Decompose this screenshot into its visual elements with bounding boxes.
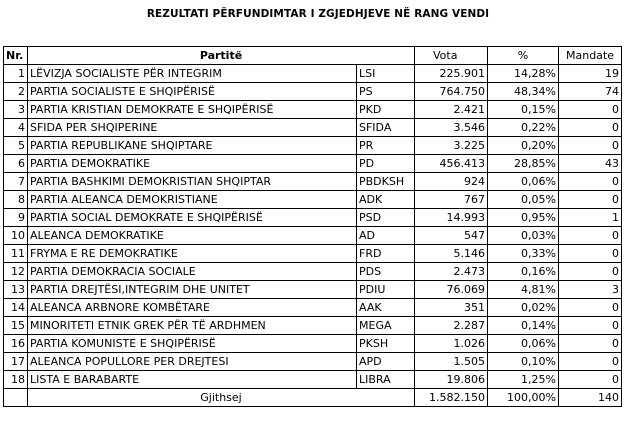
cell-party: PARTIA ALEANCA DEMOKRISTIANE xyxy=(28,191,357,209)
header-nr: Nr. xyxy=(4,47,28,65)
cell-abbr: PR xyxy=(357,137,415,155)
table-row xyxy=(4,119,622,137)
cell-nr: 15 xyxy=(4,317,28,335)
cell-votes: 1.026 xyxy=(415,335,488,353)
cell-mandates: 1 xyxy=(559,209,622,227)
cell-party: FRYMA E RE DEMOKRATIKE xyxy=(28,245,357,263)
cell-votes: 2.421 xyxy=(415,101,488,119)
cell-votes: 456.413 xyxy=(415,155,488,173)
cell-party: PARTIA SOCIAL DEMOKRATE E SHQIPËRISË xyxy=(28,209,357,227)
table-row xyxy=(4,281,622,299)
cell-mandates: 0 xyxy=(559,263,622,281)
table-row xyxy=(4,65,622,83)
header-row xyxy=(4,47,622,65)
cell-abbr: PKD xyxy=(357,101,415,119)
cell-abbr: PS xyxy=(357,83,415,101)
cell-votes: 351 xyxy=(415,299,488,317)
cell-nr: 4 xyxy=(4,119,28,137)
cell-percent: 4,81% xyxy=(488,281,559,299)
cell-mandates: 19 xyxy=(559,65,622,83)
cell-party: ALEANCA POPULLORE PER DREJTESI xyxy=(28,353,357,371)
table-row xyxy=(4,245,622,263)
total-blank xyxy=(4,389,28,407)
cell-nr: 13 xyxy=(4,281,28,299)
page-title: REZULTATI PËRFUNDIMTAR I ZGJEDHJEVE NË RANG VENDI xyxy=(146,8,490,20)
cell-party: ALEANCA DEMOKRATIKE xyxy=(28,227,357,245)
cell-party: PARTIA DEMOKRACIA SOCIALE xyxy=(28,263,357,281)
cell-mandates: 0 xyxy=(559,119,622,137)
table-row xyxy=(4,263,622,281)
table-row xyxy=(4,191,622,209)
total-mandates: 140 xyxy=(559,389,622,407)
cell-party: LISTA E BARABARTE xyxy=(28,371,357,389)
table-row xyxy=(4,227,622,245)
cell-mandates: 3 xyxy=(559,281,622,299)
cell-mandates: 74 xyxy=(559,83,622,101)
cell-nr: 17 xyxy=(4,353,28,371)
cell-mandates: 0 xyxy=(559,191,622,209)
cell-mandates: 0 xyxy=(559,335,622,353)
cell-abbr: PD xyxy=(357,155,415,173)
cell-votes: 2.473 xyxy=(415,263,488,281)
header-party: Partitë xyxy=(28,47,415,65)
cell-party: SFIDA PER SHQIPERINE xyxy=(28,119,357,137)
cell-abbr: SFIDA xyxy=(357,119,415,137)
table-row xyxy=(4,299,622,317)
cell-abbr: FRD xyxy=(357,245,415,263)
table-row xyxy=(4,101,622,119)
cell-nr: 3 xyxy=(4,101,28,119)
cell-votes: 3.546 xyxy=(415,119,488,137)
header-votes: Vota xyxy=(415,47,488,65)
cell-mandates: 0 xyxy=(559,299,622,317)
cell-nr: 1 xyxy=(4,65,28,83)
cell-abbr: MEGA xyxy=(357,317,415,335)
cell-mandates: 0 xyxy=(559,353,622,371)
cell-nr: 14 xyxy=(4,299,28,317)
cell-nr: 10 xyxy=(4,227,28,245)
table-row xyxy=(4,209,622,227)
table-row xyxy=(4,353,622,371)
cell-party: PARTIA REPUBLIKANE SHQIPTARE xyxy=(28,137,357,155)
results-table xyxy=(3,46,622,407)
cell-mandates: 0 xyxy=(559,101,622,119)
cell-votes: 2.287 xyxy=(415,317,488,335)
cell-percent: 0,22% xyxy=(488,119,559,137)
cell-party: PARTIA KRISTIAN DEMOKRATE E SHQIPËRISË xyxy=(28,101,357,119)
cell-nr: 11 xyxy=(4,245,28,263)
cell-nr: 2 xyxy=(4,83,28,101)
cell-party: LËVIZJA SOCIALISTE PËR INTEGRIM xyxy=(28,65,357,83)
cell-votes: 1.505 xyxy=(415,353,488,371)
cell-mandates: 0 xyxy=(559,137,622,155)
cell-votes: 547 xyxy=(415,227,488,245)
table-row xyxy=(4,335,622,353)
header-percent: % xyxy=(488,47,559,65)
cell-votes: 225.901 xyxy=(415,65,488,83)
cell-votes: 19.806 xyxy=(415,371,488,389)
cell-abbr: PSD xyxy=(357,209,415,227)
cell-nr: 7 xyxy=(4,173,28,191)
cell-mandates: 0 xyxy=(559,371,622,389)
cell-abbr: PKSH xyxy=(357,335,415,353)
cell-mandates: 0 xyxy=(559,317,622,335)
cell-percent: 0,20% xyxy=(488,137,559,155)
cell-abbr: APD xyxy=(357,353,415,371)
table-row xyxy=(4,173,622,191)
cell-abbr: LSI xyxy=(357,65,415,83)
total-row xyxy=(4,389,622,407)
cell-nr: 8 xyxy=(4,191,28,209)
cell-party: PARTIA KOMUNISTE E SHQIPËRISË xyxy=(28,335,357,353)
cell-votes: 3.225 xyxy=(415,137,488,155)
cell-percent: 0,14% xyxy=(488,317,559,335)
cell-nr: 12 xyxy=(4,263,28,281)
cell-percent: 0,02% xyxy=(488,299,559,317)
cell-percent: 0,05% xyxy=(488,191,559,209)
cell-nr: 6 xyxy=(4,155,28,173)
header-mandates: Mandate xyxy=(559,47,622,65)
cell-abbr: PDS xyxy=(357,263,415,281)
cell-nr: 5 xyxy=(4,137,28,155)
table-row xyxy=(4,371,622,389)
table-row xyxy=(4,137,622,155)
cell-mandates: 0 xyxy=(559,227,622,245)
cell-abbr: AD xyxy=(357,227,415,245)
cell-nr: 9 xyxy=(4,209,28,227)
cell-votes: 5.146 xyxy=(415,245,488,263)
results-body xyxy=(4,65,622,389)
cell-votes: 76.069 xyxy=(415,281,488,299)
cell-percent: 0,15% xyxy=(488,101,559,119)
table-row xyxy=(4,83,622,101)
cell-abbr: PBDKSH xyxy=(357,173,415,191)
cell-votes: 14.993 xyxy=(415,209,488,227)
cell-mandates: 43 xyxy=(559,155,622,173)
cell-votes: 767 xyxy=(415,191,488,209)
cell-percent: 0,16% xyxy=(488,263,559,281)
total-label: Gjithsej xyxy=(28,389,415,407)
cell-nr: 18 xyxy=(4,371,28,389)
cell-party: ALEANCA ARBNORE KOMBËTARE xyxy=(28,299,357,317)
cell-mandates: 0 xyxy=(559,245,622,263)
cell-abbr: AAK xyxy=(357,299,415,317)
cell-party: PARTIA DREJTËSI,INTEGRIM DHE UNITET xyxy=(28,281,357,299)
cell-abbr: ADK xyxy=(357,191,415,209)
total-percent: 100,00% xyxy=(488,389,559,407)
cell-percent: 0,95% xyxy=(488,209,559,227)
cell-party: PARTIA SOCIALISTE E SHQIPËRISË xyxy=(28,83,357,101)
cell-mandates: 0 xyxy=(559,173,622,191)
cell-abbr: PDIU xyxy=(357,281,415,299)
cell-percent: 0,06% xyxy=(488,335,559,353)
cell-percent: 0,03% xyxy=(488,227,559,245)
cell-party: PARTIA BASHKIMI DEMOKRISTIAN SHQIPTAR xyxy=(28,173,357,191)
cell-votes: 764.750 xyxy=(415,83,488,101)
total-votes: 1.582.150 xyxy=(415,389,488,407)
cell-percent: 0,10% xyxy=(488,353,559,371)
cell-votes: 924 xyxy=(415,173,488,191)
cell-percent: 0,33% xyxy=(488,245,559,263)
cell-percent: 48,34% xyxy=(488,83,559,101)
cell-percent: 1,25% xyxy=(488,371,559,389)
cell-percent: 14,28% xyxy=(488,65,559,83)
cell-percent: 28,85% xyxy=(488,155,559,173)
cell-party: PARTIA DEMOKRATIKE xyxy=(28,155,357,173)
cell-abbr: LIBRA xyxy=(357,371,415,389)
table-row xyxy=(4,155,622,173)
table-row xyxy=(4,317,622,335)
cell-percent: 0,06% xyxy=(488,173,559,191)
cell-party: MINORITETI ETNIK GREK PËR TË ARDHMEN xyxy=(28,317,357,335)
cell-nr: 16 xyxy=(4,335,28,353)
